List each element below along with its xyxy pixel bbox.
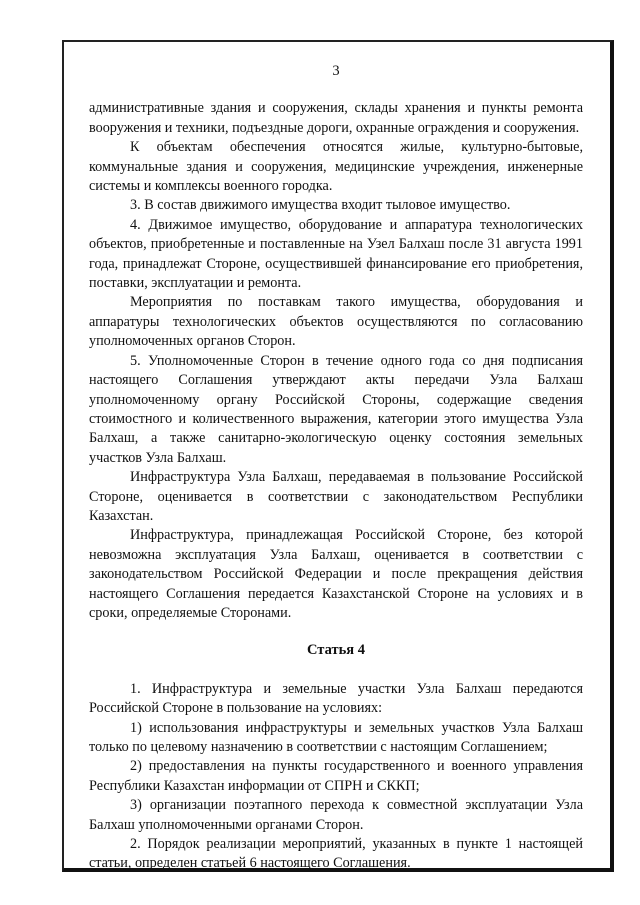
paragraph: Мероприятия по поставкам такого имущества, оборудования и аппаратуры технологических объектов осуществляются по согласованию уполномоченных органов Сторон.: [89, 294, 583, 350]
paragraph: административные здания и сооружения, склады хранения и пункты ремонта вооружения и техники, подъездные дороги, охранные ограждения и сооружения.: [89, 100, 583, 136]
paragraph: Инфраструктура, принадлежащая Российской Стороне, без которой невозможна эксплуатация Узла Балхаш, оценивается в соответствии с законодательством Российской Федерации и после прекращения действия настоящего Соглашения передается Казахстанской Стороне на условиях и в сроки, определяемые Сторонами.: [89, 527, 583, 621]
article-heading: Статья 4: [307, 642, 365, 659]
paragraph: 2. Порядок реализации мероприятий, указанных в пункте 1 настоящей статьи, определен статьей 6 настоящего Соглашения.: [89, 836, 583, 872]
paragraph: Инфраструктура Узла Балхаш, передаваемая в пользование Российской Стороне, оценивается в соответствии с законодательством Республики Казахстан.: [89, 469, 583, 524]
paragraph: 3. В состав движимого имущества входит тыловое имущество.: [130, 197, 511, 214]
paragraph: 5. Уполномоченные Сторон в течение одного года со дня подписания настоящего Соглашения утверждают акты передачи Узла Балхаш уполномоченному органу Российской Стороны, содержащие сведения стоимостного и количественного выражения, категории этого имущества Узла Балхаш, а также санитарно-экологическую оценку состояния земельных участков Узла Балхаш.: [89, 352, 583, 466]
paragraph: 2) предоставления на пункты государственного и военного управления Республики Казахстан информации от СПРН и СККП;: [89, 758, 583, 794]
paragraph: К объектам обеспечения относятся жилые, культурно-бытовые, коммунальные здания и сооружения, медицинские учреждения, инженерные системы и комплексы военного городка.: [89, 139, 583, 195]
document-body: [89, 62, 583, 874]
page-number: 3: [332, 63, 340, 79]
paragraph: 1. Инфраструктура и земельные участки Узла Балхаш передаются Российской Стороне в пользование на условиях:: [89, 680, 583, 717]
paragraph: 4. Движимое имущество, оборудование и аппаратура технологических объектов, приобретенные и поставленные на Узел Балхаш после 31 августа 1991 года, принадлежат Стороне, осуществившей финансирование его приобретения, поставки, эксплуатации и ремонта.: [89, 216, 583, 292]
paragraph: 1) использования инфраструктуры и земельных участков Узла Балхаш только по целевому назначению в соответствии с настоящим Соглашением;: [89, 719, 583, 755]
paragraph: 3) организации поэтапного перехода к совместной эксплуатации Узла Балхаш уполномоченными органами Сторон.: [89, 797, 583, 833]
